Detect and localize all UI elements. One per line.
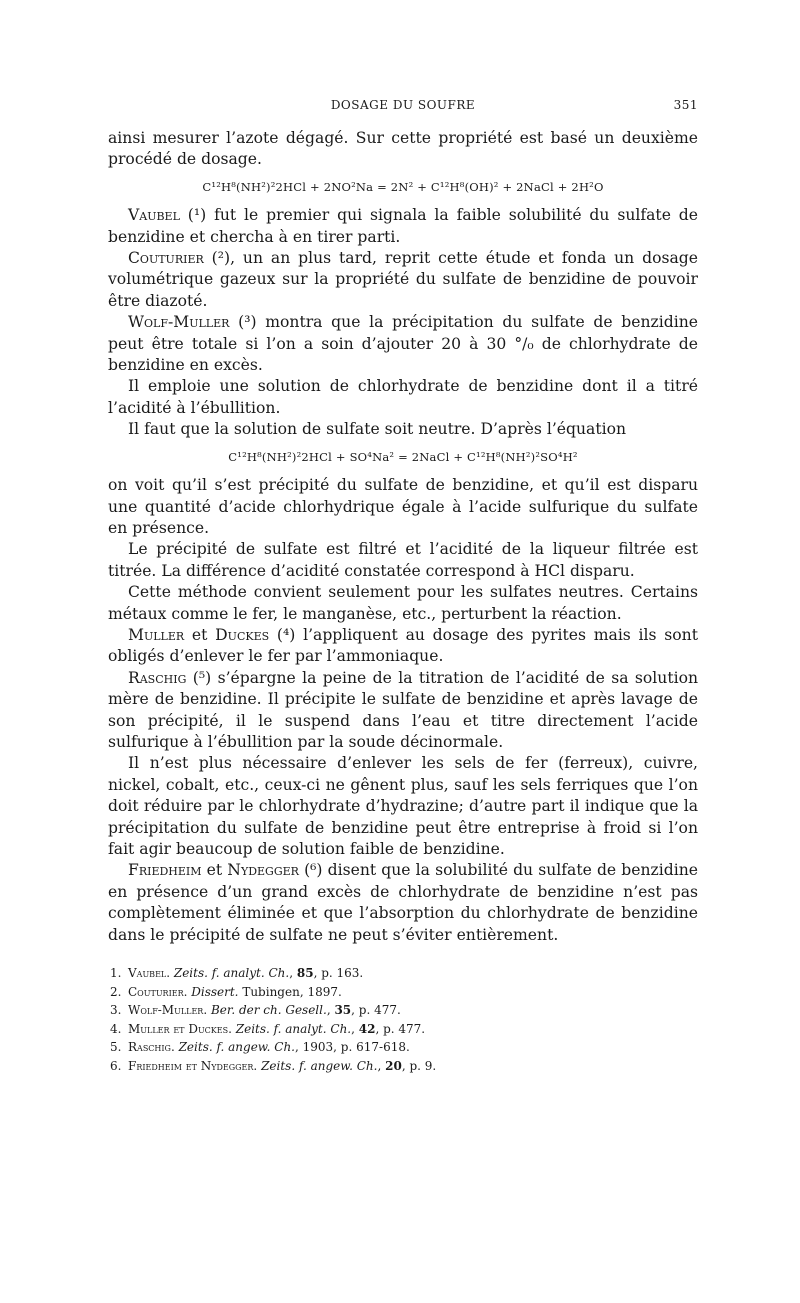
footnote-journal: Dissert. [191, 984, 239, 999]
footnote-reference: (³) [238, 313, 257, 332]
paragraph-text: on voit qu’il s’est précipité du sulfate de benzidine, et qu’il est disparu une quantité d’acide chlorhydrique égale à l’acide sulfurique du sulfate en présence. [108, 476, 698, 537]
footnote-author: Vaubel. [128, 966, 171, 981]
footnote [108, 1001, 698, 1020]
footnote-author: Friedheim et Nydegger. [128, 1059, 258, 1073]
footnote-separator: , [351, 1021, 359, 1036]
paragraph-text: s’épargne la peine de la titration de l’acidité de sa solution mère de benzidine. Il précipite le sulfate de benzidine et après lavage de son précipité, il le suspend dans l’eau et titre directement l’acide sulfurique à l’ébullition par la soude décinormale. [108, 668, 698, 751]
page-number: 351 [673, 98, 698, 112]
footnote-journal: Zeits. f. analyt. Ch. [235, 1021, 352, 1036]
footnote-number: 1. [110, 966, 122, 981]
paragraph-text: Il faut que la solution de sulfate soit neutre. D’après l’équation [128, 420, 627, 439]
paragraph [108, 248, 698, 312]
paragraph [108, 625, 698, 668]
footnote-journal: Zeits. f. angew. Ch. [178, 1040, 295, 1055]
footnote-journal: Zeits. f. analyt. Ch. [173, 966, 290, 981]
author-name: Wolf-Muller [128, 313, 230, 332]
footnote-page: , p. 477. [375, 1021, 426, 1036]
footnote-page: , p. 9. [401, 1059, 437, 1073]
paragraph-text: , un an plus tard, reprit cette étude et fonda un dosage volumétrique gazeux sur la propriété du sulfate de benzidine de pouvoir être diazoté. [108, 249, 698, 310]
footnote [108, 983, 698, 1002]
footnote-page: Tubingen, 1897. [242, 984, 342, 999]
footnote [108, 1020, 698, 1039]
footnote [108, 964, 698, 983]
footnote-number: 3. [110, 1003, 122, 1018]
footnote-separator: , [326, 1003, 335, 1018]
footnote-separator: , [289, 966, 297, 981]
paragraph [108, 376, 698, 419]
running-title: DOSAGE DU SOUFRE [330, 98, 476, 112]
footnote-reference: (⁶) [304, 861, 323, 880]
author-name: Couturier [128, 249, 204, 268]
paragraph [108, 860, 698, 946]
paragraph-text: Cette méthode convient seulement pour les sulfates neutres. Certains métaux comme le fer, le manganèse, etc., perturbent la réaction. [108, 583, 698, 623]
footnote [108, 1057, 698, 1076]
paragraph [108, 475, 698, 539]
conjunction: et [201, 861, 228, 880]
footnote-author: Raschig. [128, 1040, 175, 1055]
paragraph [108, 753, 698, 860]
footnote-author: Wolf-Muller. [128, 1003, 208, 1018]
author-name: Vaubel [128, 206, 180, 225]
paragraph [108, 205, 698, 248]
footnote-volume: 20 [385, 1059, 402, 1073]
footnote-volume: 35 [334, 1003, 352, 1018]
paragraph [108, 128, 698, 171]
footnote-page: , p. 477. [351, 1003, 401, 1018]
footnote-volume: 42 [358, 1021, 376, 1036]
footnote-reference: (¹) [187, 206, 207, 225]
author-name: Raschig [128, 668, 187, 687]
paragraph [108, 419, 698, 440]
footnote-page: , p. 163. [313, 966, 364, 981]
author-name: Friedheim [128, 861, 202, 880]
paragraph [108, 668, 698, 754]
paragraph-text: l’appliquent au dosage des pyrites mais ils sont obligés d’enlever le fer par l’ammoniaque. [108, 625, 698, 666]
page [108, 96, 698, 1076]
footnotes [108, 964, 698, 1076]
chemical-equation: C¹²H⁸(NH²)²2HCl + SO⁴Na² = 2NaCl + C¹²H⁸(NH²)²SO⁴H² [228, 449, 578, 464]
conjunction: et [184, 625, 216, 644]
footnote-volume: 85 [296, 966, 314, 981]
footnote-author: Couturier. [128, 984, 188, 999]
footnote-number: 4. [110, 1021, 122, 1036]
footnote-number: 5. [110, 1040, 122, 1055]
footnote-number: 6. [110, 1059, 122, 1073]
footnote-journal: Zeits. f. angew. Ch. [261, 1059, 378, 1073]
paragraph-text: fut le premier qui signala la faible solubilité du sulfate de benzidine et chercha à en tirer parti. [108, 206, 698, 246]
paragraph [108, 539, 698, 582]
footnote-reference: (⁴) [276, 625, 296, 644]
paragraph-text: Il emploie une solution de chlorhydrate de benzidine dont il a titré l’acidité à l’ébullition. [108, 377, 698, 417]
paragraph-text: disent que la solubilité du sulfate de benzidine en présence d’un grand excès de chlorhydrate de benzidine n’est pas complètement éliminée et que l’absorption du chlorhydrate de benzidine dans le précipité de sulfate ne peut s’éviter entièrement. [108, 861, 698, 944]
paragraph-text: Il n’est plus nécessaire d’enlever les sels de fer (ferreux), cuivre, nickel, cobalt, etc., ceux-ci ne gênent plus, sauf les sels ferriques que l’on doit réduire par le chlorhydrate d’hydrazine; d’autre part il indique que la précipitation du sulfate de benzidine peut être entreprise à froid si l’on fait agir beaucoup de solution faible de benzidine. [108, 754, 698, 858]
body-text [108, 128, 698, 946]
paragraph-text: Le précipité de sulfate est filtré et l’acidité de la liqueur filtrée est titrée. La différence d’acidité constatée correspond à HCl disparu. [108, 540, 698, 580]
author-name: Nydegger [227, 861, 299, 880]
paragraph [108, 312, 698, 376]
footnote-number: 2. [110, 984, 122, 999]
footnote-separator: , [377, 1059, 386, 1073]
running-header [108, 96, 698, 120]
author-name: Muller [128, 625, 185, 644]
footnote [108, 1038, 698, 1057]
paragraph [108, 582, 698, 625]
footnote-author: Muller et Duckes. [128, 1021, 232, 1036]
chemical-equation: C¹²H⁸(NH²)²2HCl + 2NO²Na = 2N² + C¹²H⁸(OH)² + 2NaCl + 2H²O [202, 179, 604, 194]
footnote-journal: Ber. der ch. Gesell. [210, 1003, 327, 1018]
footnote-reference: (²) [211, 249, 231, 268]
footnote-page: 1903, p. 617-618. [302, 1040, 410, 1055]
author-name: Duckes [215, 625, 270, 644]
footnote-reference: (⁵) [192, 668, 212, 687]
footnote-separator: , [295, 1040, 303, 1055]
paragraph-text: ainsi mesurer l’azote dégagé. Sur cette propriété est basé un deuxième procédé de dosage. [108, 129, 698, 169]
paragraph-text: montra que la précipitation du sulfate de benzidine peut être totale si l’on a soin d’ajouter 20 à 30 °/₀ de chlorhydrate de benzidine en excès. [108, 313, 698, 375]
